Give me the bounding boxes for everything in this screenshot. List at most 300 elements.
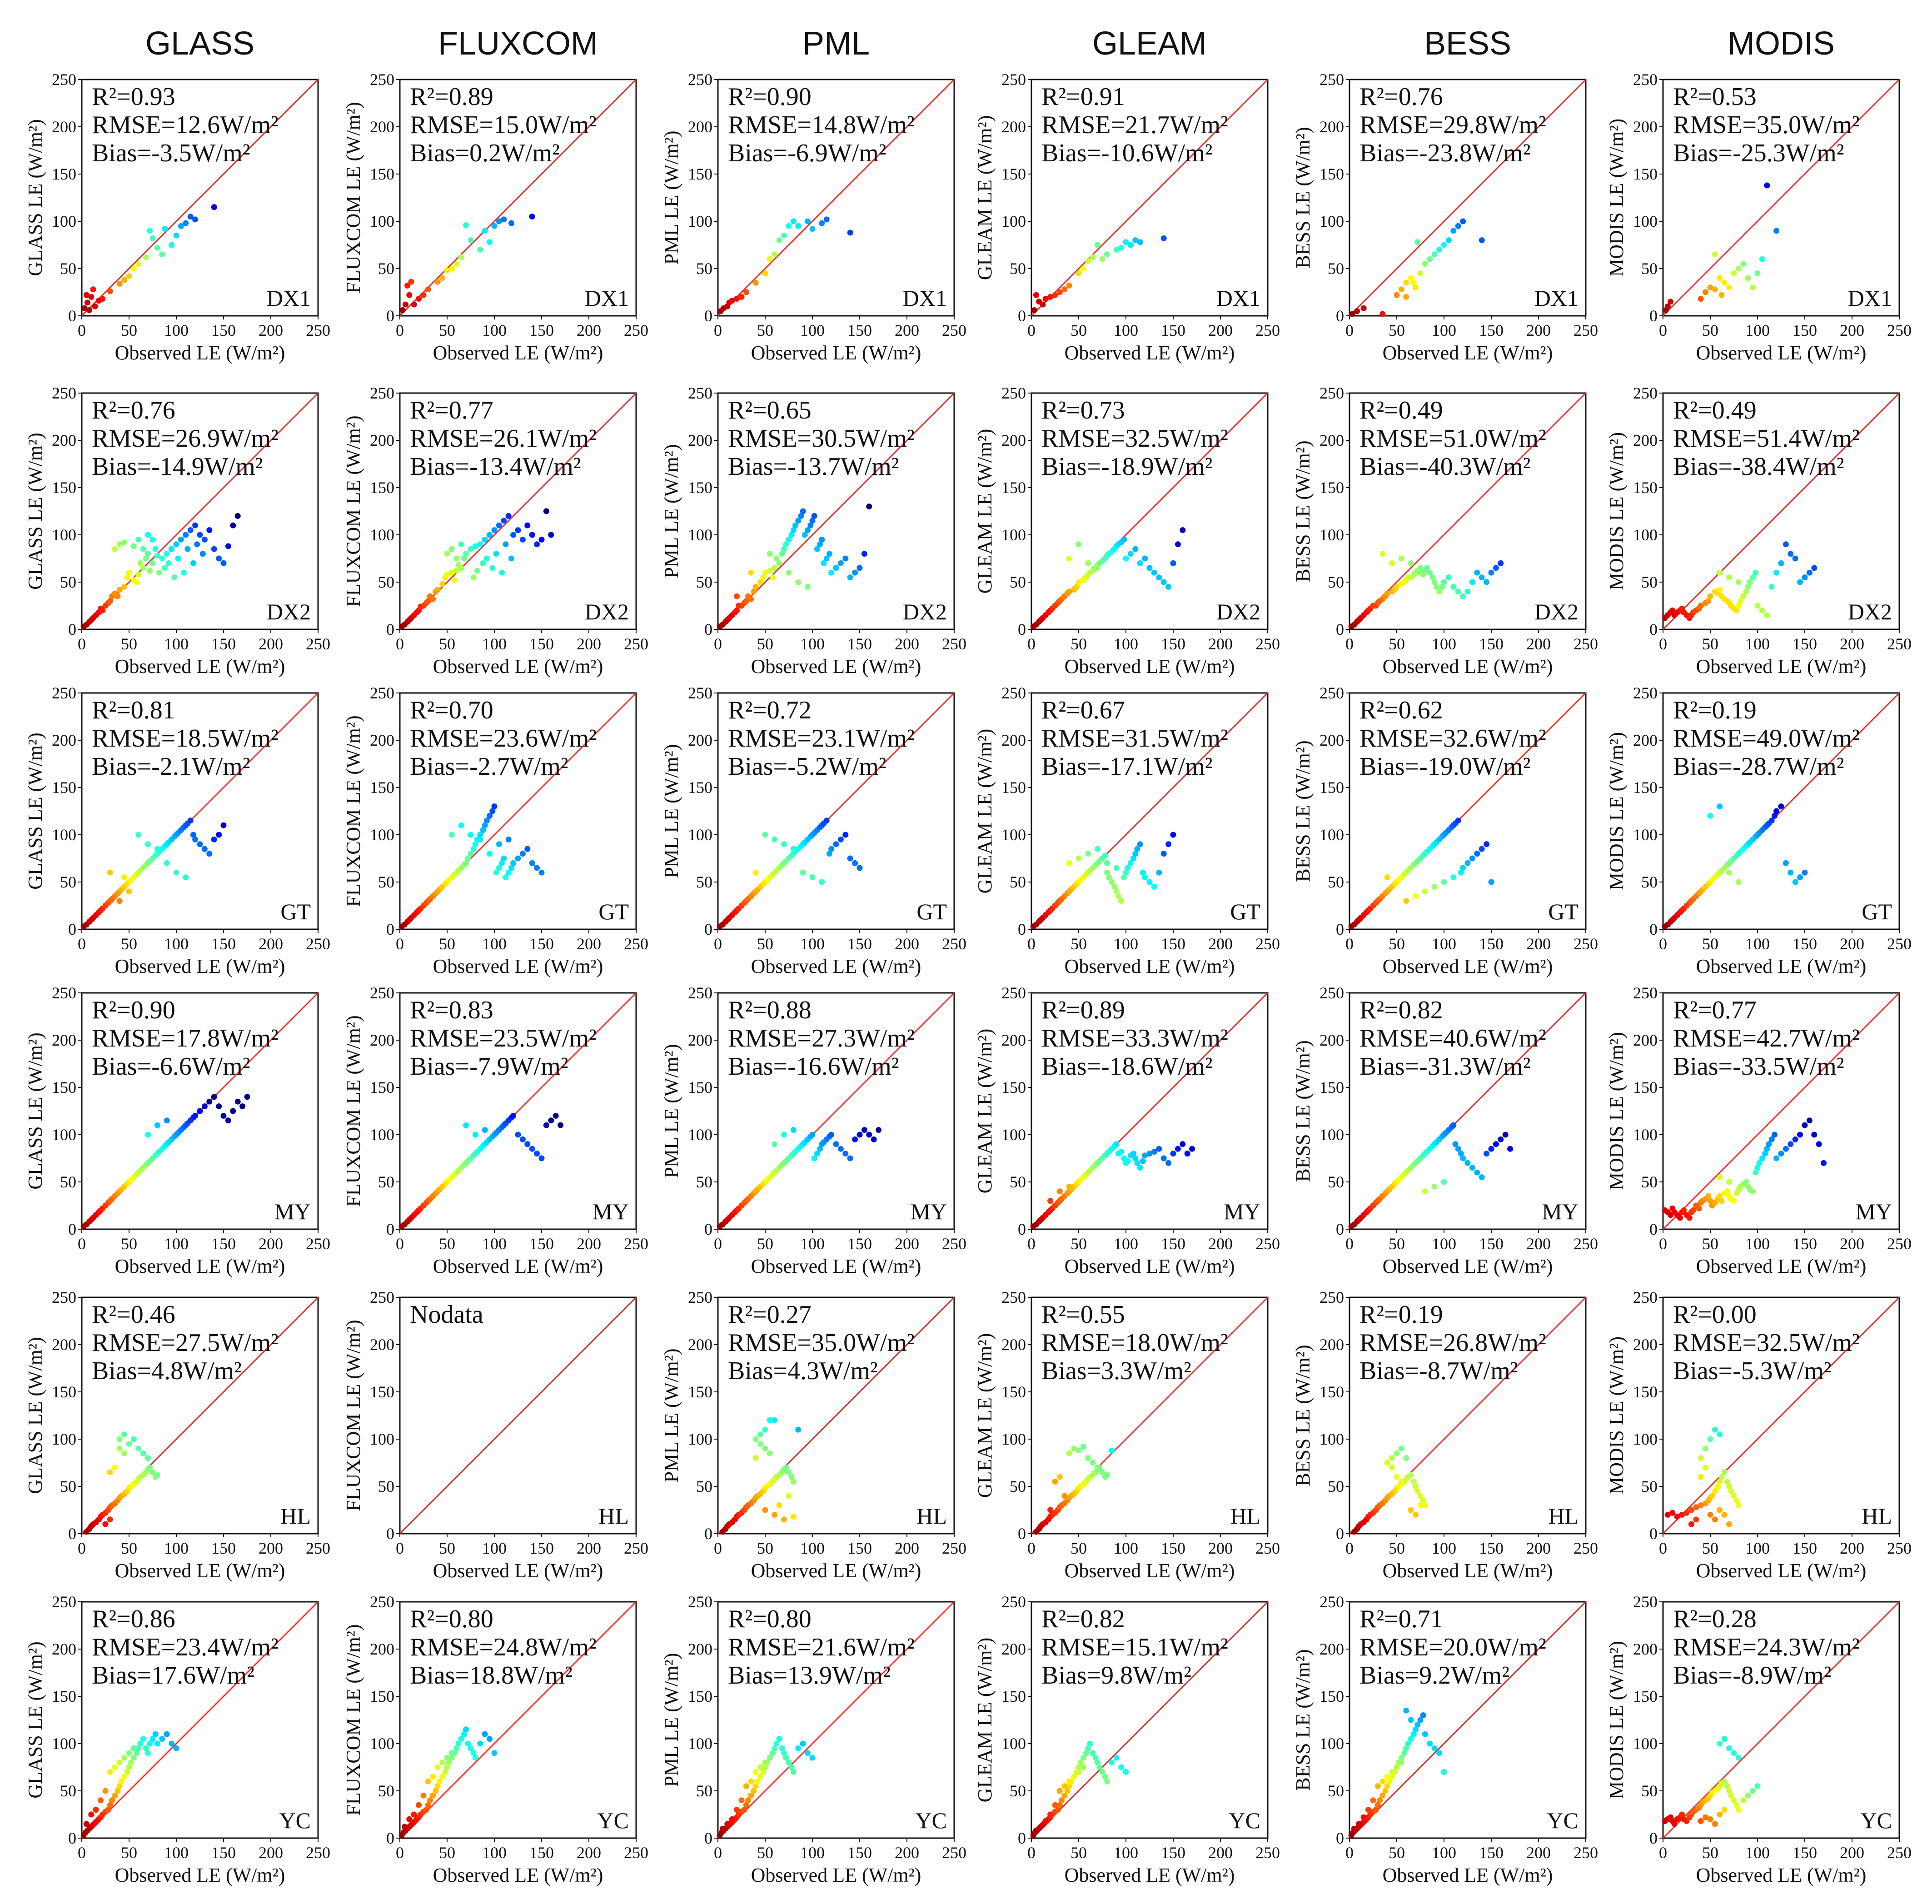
data-point — [206, 851, 212, 857]
x-tick-label: 200 — [1840, 321, 1864, 339]
y-tick-label: 200 — [1633, 118, 1658, 136]
data-point — [1726, 574, 1732, 580]
y-tick-label: 150 — [370, 1383, 394, 1401]
x-axis-label: Observed LE (W/m²) — [751, 955, 921, 977]
y-tick-label: 50 — [696, 259, 712, 278]
panel-fluxcom-dx1 — [342, 70, 648, 364]
y-tick-label: 100 — [688, 526, 712, 544]
panel-glass-dx1 — [24, 70, 330, 364]
data-point — [1484, 841, 1489, 847]
data-point — [520, 537, 526, 543]
y-tick-label: 200 — [370, 1640, 394, 1658]
y-tick-label: 0 — [386, 1829, 394, 1847]
data-point — [1076, 1769, 1082, 1775]
y-tick-label: 100 — [1633, 212, 1658, 230]
model-title-fluxcom: FLUXCOM — [438, 25, 598, 62]
r2-stat: R²=0.46 — [92, 1301, 175, 1329]
x-axis-label: Observed LE (W/m²) — [115, 1560, 285, 1582]
y-tick-label: 200 — [1001, 1336, 1026, 1354]
data-point — [753, 584, 759, 590]
y-tick-label: 50 — [378, 259, 394, 278]
data-point — [1104, 1779, 1110, 1784]
x-tick-label: 100 — [164, 1539, 189, 1557]
x-tick-label: 0 — [396, 1844, 404, 1862]
data-point — [1095, 242, 1100, 248]
data-point — [1090, 254, 1096, 260]
data-point — [239, 1103, 245, 1109]
y-tick-label: 100 — [688, 1126, 712, 1144]
panel-fluxcom-yc — [342, 1593, 648, 1886]
data-point — [757, 1441, 763, 1447]
y-tick-label: 250 — [52, 70, 76, 89]
site-label: YC — [1547, 1808, 1578, 1833]
y-tick-label: 200 — [52, 431, 76, 449]
y-tick-label: 100 — [1001, 1126, 1026, 1144]
data-point — [487, 851, 493, 857]
data-point — [819, 537, 825, 543]
data-point — [1441, 1769, 1447, 1775]
data-point — [1797, 874, 1803, 880]
y-tick-label: 150 — [688, 778, 712, 797]
data-point — [1755, 603, 1761, 609]
rmse-stat: RMSE=31.5W/m² — [1041, 724, 1228, 753]
data-point — [812, 513, 817, 519]
data-point — [786, 570, 792, 576]
x-tick-label: 50 — [1071, 935, 1087, 953]
x-axis-label: Observed LE (W/m²) — [1064, 655, 1235, 678]
y-tick-label: 150 — [1320, 1078, 1344, 1097]
y-tick-label: 100 — [1633, 1126, 1658, 1144]
panel-fluxcom-hl — [342, 1288, 648, 1582]
data-point — [211, 837, 217, 842]
y-axis-label: GLEAM LE (W/m²) — [974, 115, 996, 280]
y-tick-label: 50 — [378, 1477, 394, 1495]
data-point — [762, 1445, 768, 1451]
x-tick-label: 200 — [1840, 1235, 1864, 1253]
data-point — [117, 281, 123, 287]
panel-gleam-hl — [974, 1288, 1280, 1582]
panel-pml-gt — [660, 684, 966, 977]
x-tick-label: 50 — [121, 1235, 137, 1253]
rmse-stat: RMSE=21.7W/m² — [1041, 111, 1228, 139]
x-axis-label: Observed LE (W/m²) — [115, 955, 285, 977]
model-title-bess: BESS — [1424, 25, 1512, 62]
data-point — [1507, 1146, 1513, 1152]
data-point — [117, 1445, 123, 1451]
y-tick-label: 50 — [1641, 1782, 1658, 1800]
data-point — [1474, 1170, 1480, 1176]
data-point — [1712, 251, 1718, 257]
data-point — [115, 593, 121, 599]
data-point — [539, 1156, 545, 1161]
bias-stat: Bias=-28.7W/m² — [1673, 753, 1844, 781]
data-point — [810, 1132, 816, 1138]
bias-stat: Bias=-2.1W/m² — [92, 753, 250, 781]
y-axis-label: GLASS LE (W/m²) — [24, 1641, 46, 1799]
panel-pml-my — [660, 984, 966, 1277]
data-point — [211, 1094, 217, 1100]
data-point — [143, 254, 149, 260]
site-label: GT — [1230, 899, 1260, 924]
data-point — [1802, 1122, 1808, 1128]
y-tick-label: 100 — [1001, 1735, 1026, 1753]
x-tick-label: 250 — [942, 635, 966, 653]
y-tick-label: 100 — [52, 1735, 76, 1753]
r2-stat: R²=0.93 — [92, 83, 175, 111]
data-point — [482, 537, 488, 543]
data-point — [1740, 261, 1746, 267]
data-point — [1455, 817, 1461, 823]
data-point — [762, 832, 768, 838]
data-point — [508, 220, 514, 226]
data-point — [1778, 560, 1784, 566]
x-tick-label: 200 — [1208, 1539, 1233, 1557]
data-point — [767, 1450, 773, 1456]
panel-gleam-dx1 — [974, 70, 1280, 364]
x-axis-label: Observed LE (W/m²) — [115, 655, 285, 678]
y-tick-label: 50 — [1328, 1782, 1344, 1800]
data-point — [1736, 879, 1742, 885]
data-point — [477, 247, 483, 253]
x-tick-label: 250 — [1887, 321, 1912, 339]
y-tick-label: 150 — [1633, 1687, 1658, 1705]
data-point — [743, 1783, 749, 1789]
y-axis-label: FLUXCOM LE (W/m²) — [342, 415, 364, 607]
bias-stat: Bias=-5.3W/m² — [1673, 1357, 1832, 1385]
y-tick-label: 100 — [370, 1430, 394, 1448]
rmse-stat: RMSE=35.0W/m² — [1673, 111, 1860, 139]
data-point — [1104, 251, 1110, 257]
y-tick-label: 100 — [688, 1735, 712, 1753]
data-point — [1123, 556, 1129, 562]
data-point — [781, 1516, 787, 1522]
x-tick-label: 200 — [1526, 935, 1551, 953]
data-point — [1175, 541, 1181, 547]
x-tick-label: 200 — [1526, 321, 1551, 339]
data-point — [482, 228, 488, 234]
data-point — [112, 546, 118, 552]
x-tick-label: 200 — [1526, 635, 1551, 653]
x-tick-label: 100 — [800, 935, 825, 953]
data-point — [1422, 888, 1428, 894]
rmse-stat: RMSE=32.5W/m² — [1041, 424, 1228, 453]
data-point — [539, 870, 545, 876]
data-point — [534, 541, 540, 547]
y-tick-label: 150 — [1320, 1687, 1344, 1705]
data-point — [1722, 1512, 1728, 1518]
panel-pml-yc — [660, 1593, 966, 1886]
data-point — [857, 865, 863, 871]
data-point — [1708, 1436, 1713, 1442]
data-point — [126, 1441, 132, 1447]
data-point — [492, 1750, 498, 1756]
data-point — [1427, 256, 1433, 262]
x-tick-label: 0 — [396, 1235, 404, 1253]
y-tick-label: 50 — [1010, 873, 1026, 891]
y-tick-label: 150 — [52, 1383, 76, 1401]
site-label: GT — [1548, 899, 1578, 924]
y-tick-label: 0 — [1649, 1525, 1658, 1543]
x-tick-label: 200 — [1208, 635, 1233, 653]
x-tick-label: 0 — [78, 321, 86, 339]
y-axis-label: GLEAM LE (W/m²) — [974, 429, 996, 594]
data-point — [1722, 1469, 1728, 1475]
y-tick-label: 100 — [1633, 1735, 1658, 1753]
rmse-stat: RMSE=15.1W/m² — [1041, 1633, 1228, 1661]
data-point — [791, 219, 797, 224]
y-tick-label: 250 — [370, 70, 394, 89]
x-axis-label: Observed LE (W/m²) — [433, 1864, 603, 1886]
data-point — [103, 1521, 109, 1527]
x-tick-label: 50 — [1071, 1539, 1087, 1557]
data-point — [515, 856, 521, 862]
data-point — [135, 572, 141, 578]
model-title-pml: PML — [802, 25, 870, 62]
x-tick-label: 50 — [1389, 321, 1405, 339]
data-point — [1726, 1179, 1732, 1185]
y-tick-label: 50 — [1641, 873, 1658, 891]
y-tick-label: 150 — [1001, 1078, 1026, 1097]
site-label: YC — [279, 1808, 311, 1833]
x-tick-label: 100 — [1745, 635, 1770, 653]
y-tick-label: 100 — [688, 1430, 712, 1448]
x-tick-label: 50 — [757, 1844, 773, 1862]
y-axis-label: FLUXCOM LE (W/m²) — [342, 1320, 364, 1511]
data-point — [1722, 1807, 1728, 1813]
data-point — [724, 1821, 730, 1827]
data-point — [824, 216, 830, 222]
y-tick-label: 200 — [1001, 431, 1026, 449]
data-point — [819, 220, 825, 226]
data-point — [508, 556, 514, 562]
data-point — [762, 1427, 768, 1433]
data-point — [421, 292, 427, 298]
y-tick-label: 200 — [688, 731, 712, 749]
data-point — [1151, 570, 1157, 576]
data-point — [439, 581, 445, 587]
y-tick-label: 200 — [688, 1336, 712, 1354]
x-tick-label: 0 — [1345, 1235, 1354, 1253]
data-point — [112, 1764, 118, 1770]
data-point — [1432, 884, 1438, 890]
data-point — [1384, 1460, 1390, 1466]
data-point — [1125, 1158, 1131, 1164]
data-point — [1788, 1141, 1793, 1147]
x-tick-label: 200 — [259, 1844, 283, 1862]
data-point — [126, 570, 132, 576]
x-tick-label: 150 — [1479, 935, 1504, 953]
data-point — [188, 527, 194, 533]
data-point — [1736, 1502, 1742, 1508]
bias-stat: Bias=0.2W/m² — [410, 139, 560, 167]
y-tick-label: 250 — [370, 984, 394, 1002]
x-tick-label: 150 — [1161, 1235, 1185, 1253]
y-tick-label: 0 — [1018, 920, 1026, 938]
data-point — [225, 543, 231, 549]
x-tick-label: 150 — [847, 321, 872, 339]
r2-stat: R²=0.65 — [728, 396, 812, 424]
data-point — [777, 560, 782, 566]
data-point — [145, 1750, 151, 1756]
x-tick-label: 50 — [1071, 635, 1087, 653]
data-point — [482, 1127, 488, 1133]
y-tick-label: 250 — [1320, 384, 1344, 402]
data-point — [1061, 1783, 1067, 1789]
data-point — [548, 1117, 554, 1123]
data-point — [458, 541, 464, 547]
data-point — [463, 1726, 469, 1732]
y-tick-label: 150 — [370, 1687, 394, 1705]
data-point — [861, 1127, 867, 1133]
x-tick-label: 50 — [1071, 1235, 1087, 1253]
data-point — [828, 570, 834, 576]
x-axis-label: Observed LE (W/m²) — [751, 1255, 921, 1277]
bias-stat: Bias=17.6W/m² — [92, 1661, 254, 1690]
data-point — [1736, 1807, 1742, 1813]
bias-stat: Bias=9.8W/m² — [1041, 1661, 1191, 1690]
x-tick-label: 100 — [1114, 1539, 1138, 1557]
x-tick-label: 50 — [1702, 1235, 1718, 1253]
data-point — [197, 532, 203, 538]
data-point — [1057, 1474, 1063, 1480]
data-point — [1783, 541, 1789, 547]
data-point — [1137, 1165, 1143, 1171]
data-point — [1717, 803, 1723, 809]
data-point — [767, 256, 773, 262]
site-label: HL — [1862, 1503, 1892, 1529]
bias-stat: Bias=-18.6W/m² — [1041, 1052, 1213, 1081]
x-tick-label: 50 — [439, 935, 455, 953]
data-point — [126, 1750, 132, 1756]
panel-glass-dx2 — [24, 384, 330, 678]
y-tick-label: 50 — [1328, 259, 1344, 278]
data-point — [121, 1431, 127, 1437]
data-point — [154, 1122, 160, 1128]
x-tick-label: 100 — [1745, 1235, 1770, 1253]
y-tick-label: 200 — [370, 731, 394, 749]
data-point — [842, 556, 848, 562]
bias-stat: Bias=-7.9W/m² — [410, 1052, 568, 1081]
data-point — [1479, 237, 1485, 243]
data-point — [1778, 803, 1784, 809]
y-axis-label: GLASS LE (W/m²) — [24, 1337, 46, 1494]
y-tick-label: 0 — [704, 1220, 712, 1238]
x-tick-label: 100 — [1745, 321, 1770, 339]
x-tick-label: 250 — [306, 321, 330, 339]
data-point — [487, 239, 493, 245]
y-tick-label: 200 — [688, 431, 712, 449]
data-point — [1698, 1455, 1704, 1461]
data-point — [1354, 308, 1360, 314]
y-axis-label: FLUXCOM LE (W/m²) — [342, 1624, 364, 1816]
y-tick-label: 150 — [1320, 478, 1344, 497]
data-point — [1033, 292, 1039, 298]
bias-stat: Bias=-40.3W/m² — [1359, 453, 1531, 481]
y-tick-label: 200 — [1320, 731, 1344, 749]
y-axis-label: MODIS LE (W/m²) — [1605, 118, 1628, 277]
panel-gleam-my — [974, 984, 1280, 1277]
r2-stat: R²=0.89 — [410, 83, 493, 111]
site-label: MY — [592, 1199, 629, 1224]
site-label: HL — [598, 1503, 629, 1529]
x-axis-label: Observed LE (W/m²) — [433, 342, 603, 364]
data-point — [828, 1132, 834, 1138]
data-point — [1408, 560, 1414, 566]
data-point — [1047, 1198, 1053, 1204]
data-point — [100, 296, 105, 302]
data-point — [1432, 251, 1438, 257]
data-point — [1460, 865, 1466, 871]
data-point — [1140, 1158, 1146, 1164]
y-tick-label: 150 — [1001, 165, 1026, 183]
data-point — [145, 1455, 151, 1461]
data-point — [503, 541, 508, 547]
data-point — [1156, 1146, 1162, 1152]
x-tick-label: 0 — [714, 635, 722, 653]
y-tick-label: 50 — [60, 573, 76, 591]
rmse-stat: RMSE=51.0W/m² — [1359, 424, 1546, 453]
data-point — [117, 1436, 123, 1442]
x-tick-label: 0 — [1027, 1539, 1036, 1557]
data-point — [810, 1755, 816, 1761]
x-tick-label: 200 — [895, 1539, 919, 1557]
y-tick-label: 250 — [1320, 1288, 1344, 1306]
data-point — [439, 275, 445, 281]
panel-gleam-dx2 — [974, 384, 1280, 678]
x-tick-label: 0 — [1659, 635, 1667, 653]
x-tick-label: 0 — [78, 1844, 86, 1862]
data-point — [1736, 579, 1742, 585]
data-point — [463, 222, 469, 228]
x-tick-label: 150 — [211, 1844, 236, 1862]
data-point — [1450, 1122, 1456, 1128]
data-point — [1403, 294, 1409, 300]
data-point — [468, 832, 474, 838]
data-point — [192, 523, 198, 528]
data-point — [480, 560, 486, 566]
panel-modis-yc — [1605, 1593, 1912, 1886]
data-point — [1493, 1141, 1499, 1147]
x-tick-label: 150 — [1793, 1235, 1817, 1253]
r2-stat: R²=0.53 — [1673, 83, 1757, 111]
y-tick-label: 0 — [1336, 620, 1344, 638]
data-point — [1161, 235, 1167, 241]
data-point — [1420, 1712, 1426, 1718]
x-tick-label: 50 — [121, 935, 137, 953]
data-point — [1180, 527, 1185, 533]
data-point — [1793, 556, 1798, 562]
y-tick-label: 150 — [688, 1687, 712, 1705]
data-point — [1736, 266, 1742, 272]
y-tick-label: 150 — [370, 1078, 394, 1097]
x-tick-label: 250 — [1255, 321, 1280, 339]
data-point — [1170, 1151, 1176, 1156]
y-tick-label: 50 — [696, 1173, 712, 1191]
bias-stat: Bias=-25.3W/m² — [1673, 139, 1844, 167]
bias-stat: Bias=18.8W/m² — [410, 1661, 573, 1690]
panel-gleam-gt — [974, 684, 1280, 977]
data-point — [202, 1103, 208, 1109]
data-point — [121, 874, 127, 880]
data-point — [1123, 1769, 1129, 1775]
x-axis-label: Observed LE (W/m²) — [1382, 655, 1553, 678]
y-axis-label: BESS LE (W/m²) — [1292, 1649, 1314, 1791]
data-point — [1389, 560, 1395, 566]
panel-bess-my — [1292, 984, 1598, 1277]
data-point — [1399, 1479, 1404, 1485]
rmse-stat: RMSE=49.0W/m² — [1673, 724, 1860, 753]
data-point — [492, 527, 498, 533]
